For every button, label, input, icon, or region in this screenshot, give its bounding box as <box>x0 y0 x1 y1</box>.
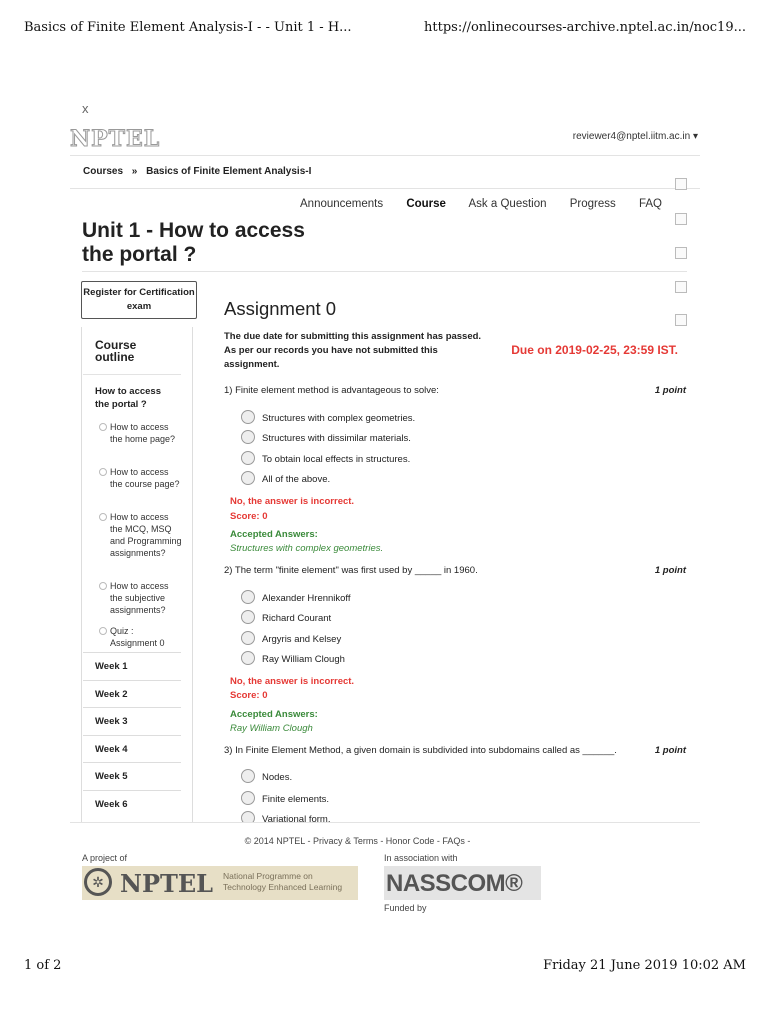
footer-divider <box>70 822 700 823</box>
tab-faq[interactable]: FAQ <box>638 198 662 210</box>
question-points: 1 point <box>654 745 686 756</box>
nptel-banner[interactable] <box>82 866 358 900</box>
print-title: Basics of Finite Element Analysis-I - - Unit 1 - H... <box>24 20 352 35</box>
print-url: https://onlinecourses-archive.nptel.ac.in/noc19... <box>424 20 746 35</box>
tab-announcements[interactable]: Announcements <box>300 198 384 210</box>
sidebar-lesson[interactable] <box>99 511 182 573</box>
sidebar-week[interactable]: Week 6 <box>83 790 181 817</box>
footer-links <box>0 836 770 846</box>
breadcrumb-courses[interactable]: Courses <box>83 166 124 177</box>
tab-ask-question[interactable]: Ask a Question <box>468 198 547 210</box>
chevron-down-icon: ▾ <box>692 131 698 142</box>
user-email: reviewer4@nptel.iitm.ac.in <box>572 131 691 142</box>
accepted-answers-label: Accepted Answers: <box>230 709 318 720</box>
footer-copyright[interactable]: © 2014 NPTEL - Privacy & Terms - Honor Code - FAQs - <box>244 836 471 846</box>
sidebar-unit-link[interactable]: How to access the portal ? <box>95 386 161 410</box>
lesson-status-icon <box>99 468 107 476</box>
print-page-number: 1 of 2 <box>24 958 62 973</box>
question-text: 2) The term "finite element" was first used by _____ in 1960. <box>224 565 478 576</box>
breadcrumb-separator: » <box>131 166 138 177</box>
print-header <box>24 20 746 40</box>
radio-button[interactable] <box>241 430 255 444</box>
option-label: All of the above. <box>262 474 331 485</box>
print-date: Friday 21 June 2019 10:02 AM <box>543 958 746 973</box>
lesson-status-icon <box>99 582 107 590</box>
nptel-logo[interactable]: NPTEL <box>70 126 161 152</box>
accepted-answers-label: Accepted Answers: <box>230 529 318 540</box>
header-divider <box>70 155 700 156</box>
broken-image-icon <box>675 213 687 225</box>
notice-line: As per our records you have not submitted this assignment. <box>224 345 438 370</box>
option-label: Nodes. <box>262 772 293 783</box>
option-label: Richard Courant <box>262 613 332 624</box>
lesson-label: How to access the course page? <box>110 467 180 489</box>
breadcrumb-course[interactable]: Basics of Finite Element Analysis-I <box>146 166 312 177</box>
nptel-banner-name: NPTEL <box>120 869 214 898</box>
question-points: 1 point <box>654 385 686 396</box>
score: Score: 0 <box>230 690 268 701</box>
answer-feedback: No, the answer is incorrect. <box>230 676 355 687</box>
broken-image-icon <box>675 247 687 259</box>
assignment-title: Assignment 0 <box>224 298 337 319</box>
option-label: Structures with complex geometries. <box>262 413 416 424</box>
score: Score: 0 <box>230 511 268 522</box>
sidebar-lesson[interactable] <box>99 466 179 506</box>
sidebar-week[interactable]: Week 5 <box>83 762 181 789</box>
breadcrumb-divider <box>70 188 700 189</box>
nasscom-banner[interactable] <box>384 866 541 900</box>
register-certification-button[interactable]: Register for Certification exam <box>81 281 197 319</box>
radio-button[interactable] <box>241 471 255 485</box>
lesson-status-icon <box>99 423 107 431</box>
lesson-label: How to access the home page? <box>110 422 176 444</box>
question-2 <box>224 565 686 576</box>
radio-button[interactable] <box>241 651 255 665</box>
radio-button[interactable] <box>241 590 255 604</box>
option-label: Alexander Hrennikoff <box>262 593 351 604</box>
lesson-label: How to access the MCQ, MSQ and Programming assignments? <box>110 512 182 558</box>
lesson-label: Quiz : Assignment 0 <box>110 626 165 648</box>
answer-feedback: No, the answer is incorrect. <box>230 496 355 507</box>
association-label: In association with <box>384 853 458 863</box>
option-label: Finite elements. <box>262 794 330 805</box>
question-text: 1) Finite element method is advantageous to solve: <box>224 385 439 396</box>
tab-progress[interactable]: Progress <box>569 198 616 210</box>
accepted-answer: Ray William Clough <box>230 723 313 734</box>
project-of-label: A project of <box>82 853 128 863</box>
notice-line: The due date for submitting this assignment has passed. <box>224 331 482 342</box>
option-label: To obtain local effects in structures. <box>262 454 411 465</box>
radio-button[interactable] <box>241 631 255 645</box>
user-menu[interactable] <box>573 131 698 142</box>
question-1 <box>224 385 686 396</box>
option-label: Structures with dissimilar materials. <box>262 433 411 444</box>
radio-button[interactable] <box>241 769 255 783</box>
tab-course[interactable]: Course <box>406 198 446 210</box>
accepted-answer: Structures with complex geometries. <box>230 543 384 554</box>
option-clip <box>230 808 690 822</box>
broken-image-icon <box>675 281 687 293</box>
option-label: Argyris and Kelsey <box>262 634 342 645</box>
nasscom-name: NASSCOM® <box>386 870 523 897</box>
funded-by-label: Funded by <box>384 903 427 913</box>
lesson-status-icon <box>99 513 107 521</box>
nptel-wheel-icon: ✲ <box>84 868 112 896</box>
nptel-banner-desc: National Programme on Technology Enhanced Learning <box>223 871 343 892</box>
sidebar-lesson[interactable] <box>99 625 179 651</box>
assignment-notice <box>224 330 494 372</box>
radio-button[interactable] <box>241 451 255 465</box>
lesson-status-icon <box>99 627 107 635</box>
due-date: Due on 2019-02-25, 23:59 IST. <box>511 343 678 357</box>
sidebar-lesson[interactable] <box>99 421 179 461</box>
radio-button[interactable] <box>241 791 255 805</box>
breadcrumb <box>83 166 317 177</box>
sidebar-week[interactable]: Week 1 <box>83 652 181 679</box>
sidebar-week[interactable]: Week 4 <box>83 735 181 762</box>
radio-button[interactable] <box>241 811 255 822</box>
course-tabs <box>300 198 682 210</box>
radio-button[interactable] <box>241 410 255 424</box>
outline-divider <box>83 374 181 375</box>
page-title: Unit 1 - How to access the portal ? <box>82 219 305 266</box>
question-points: 1 point <box>654 565 686 576</box>
option-label: Ray William Clough <box>262 654 345 665</box>
sidebar-lesson[interactable] <box>99 580 179 620</box>
question-text: 3) In Finite Element Method, a given domain is subdivided into subdomains called as ______. <box>224 745 617 756</box>
outline-title: Course outline <box>95 338 137 364</box>
radio-button[interactable] <box>241 610 255 624</box>
title-divider <box>82 271 687 272</box>
option-label: Variational form. <box>262 814 331 822</box>
broken-image-icon <box>675 178 687 190</box>
sidebar-week[interactable]: Week 2 <box>83 680 181 707</box>
sidebar-week[interactable]: Week 3 <box>83 707 181 734</box>
question-3 <box>224 745 686 756</box>
close-icon[interactable]: x <box>82 101 89 116</box>
lesson-label: How to access the subjective assignments? <box>110 581 169 615</box>
broken-image-icon <box>675 314 687 326</box>
